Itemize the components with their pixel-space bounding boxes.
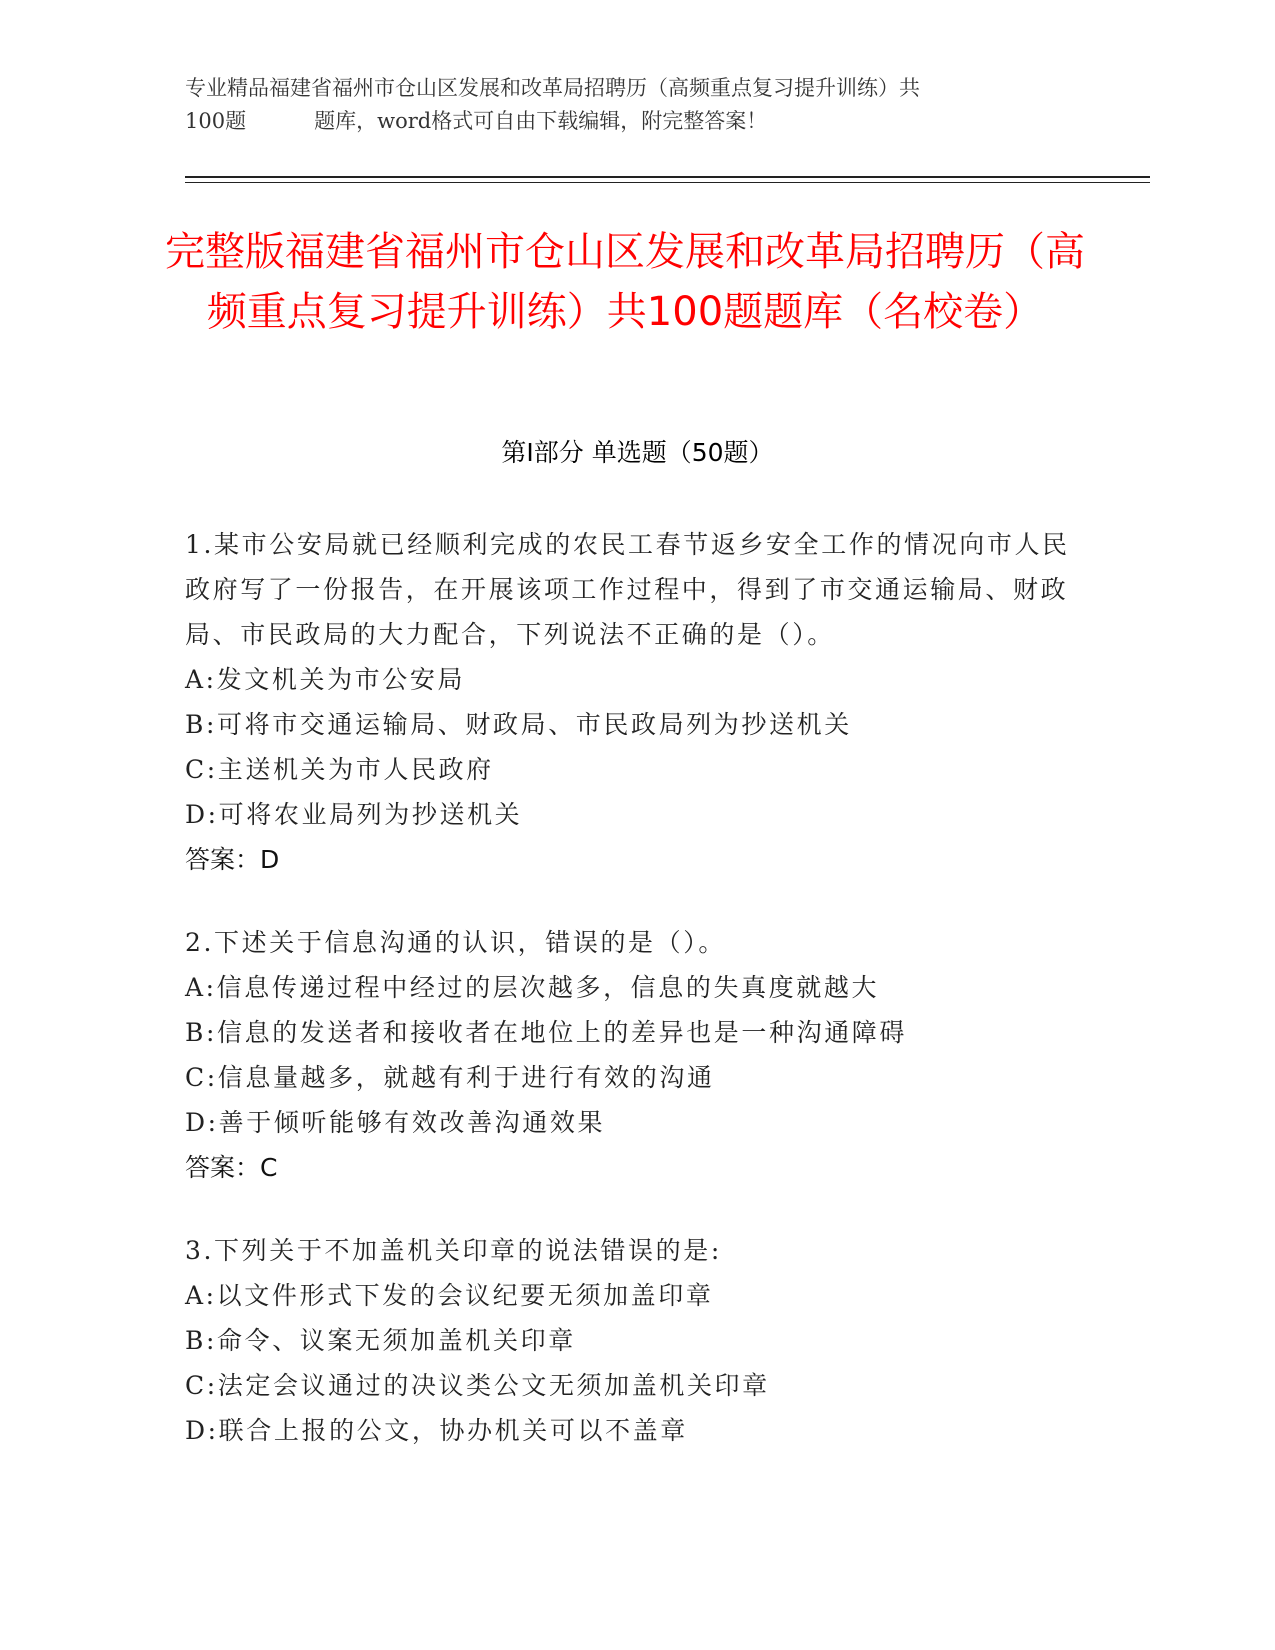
header-note-line2 (185, 105, 1085, 138)
option-c: C:法定会议通过的决议类公文无须加盖机关印章 (185, 1371, 770, 1400)
option-a: A:以文件形式下发的会议纪要无须加盖印章 (185, 1281, 714, 1310)
header-divider-thin (185, 182, 1150, 183)
header-divider (185, 176, 1150, 178)
question-list (185, 522, 1085, 1491)
header-note-line1: 专业精品福建省福州市仓山区发展和改革局招聘历（高频重点复习提升训练）共 (185, 76, 920, 100)
option-b: B:可将市交通运输局、财政局、市民政局列为抄送机关 (185, 710, 852, 739)
option-c: C:主送机关为市人民政府 (185, 755, 494, 784)
option-a: A:信息传递过程中经过的层次越多，信息的失真度就越大 (185, 973, 880, 1002)
option-b: B:信息的发送者和接收者在地位上的差异也是一种沟通障碍 (185, 1018, 907, 1047)
question-text: 2.下述关于信息沟通的认识，错误的是（）。 (185, 928, 726, 957)
answer: 答案：D (185, 845, 280, 874)
header-note-format: 题库，word格式可自由下载编辑，附完整答案！ (314, 109, 768, 133)
question-3 (185, 1228, 1085, 1453)
option-d: D:善于倾听能够有效改善沟通效果 (185, 1108, 606, 1137)
section-title: 第I部分 单选题（50题） (501, 438, 774, 467)
question-1 (185, 522, 1085, 882)
header-note (185, 72, 1085, 138)
option-a: A:发文机关为市公安局 (185, 665, 466, 694)
document-title: 完整版福建省福州市仓山区发展和改革局招聘历（高频重点复习提升训练）共100题题库（名校卷） (165, 229, 1085, 335)
question-text: 3.下列关于不加盖机关印章的说法错误的是: (185, 1236, 722, 1265)
question-text: 1.某市公安局就已经顺利完成的农民工春节返乡安全工作的情况向市人民政府写了一份报告，在开展该项工作过程中，得到了市交通运输局、财政局、市民政局的大力配合，下列说法不正确的是（）。 (185, 530, 1070, 649)
option-c: C:信息量越多，就越有利于进行有效的沟通 (185, 1063, 715, 1092)
header-note-count: 100题 (185, 109, 247, 133)
answer: 答案：C (185, 1153, 278, 1182)
option-d: D:联合上报的公文，协办机关可以不盖章 (185, 1416, 688, 1445)
question-2 (185, 920, 1085, 1190)
option-d: D:可将农业局列为抄送机关 (185, 800, 523, 829)
option-b: B:命令、议案无须加盖机关印章 (185, 1326, 576, 1355)
